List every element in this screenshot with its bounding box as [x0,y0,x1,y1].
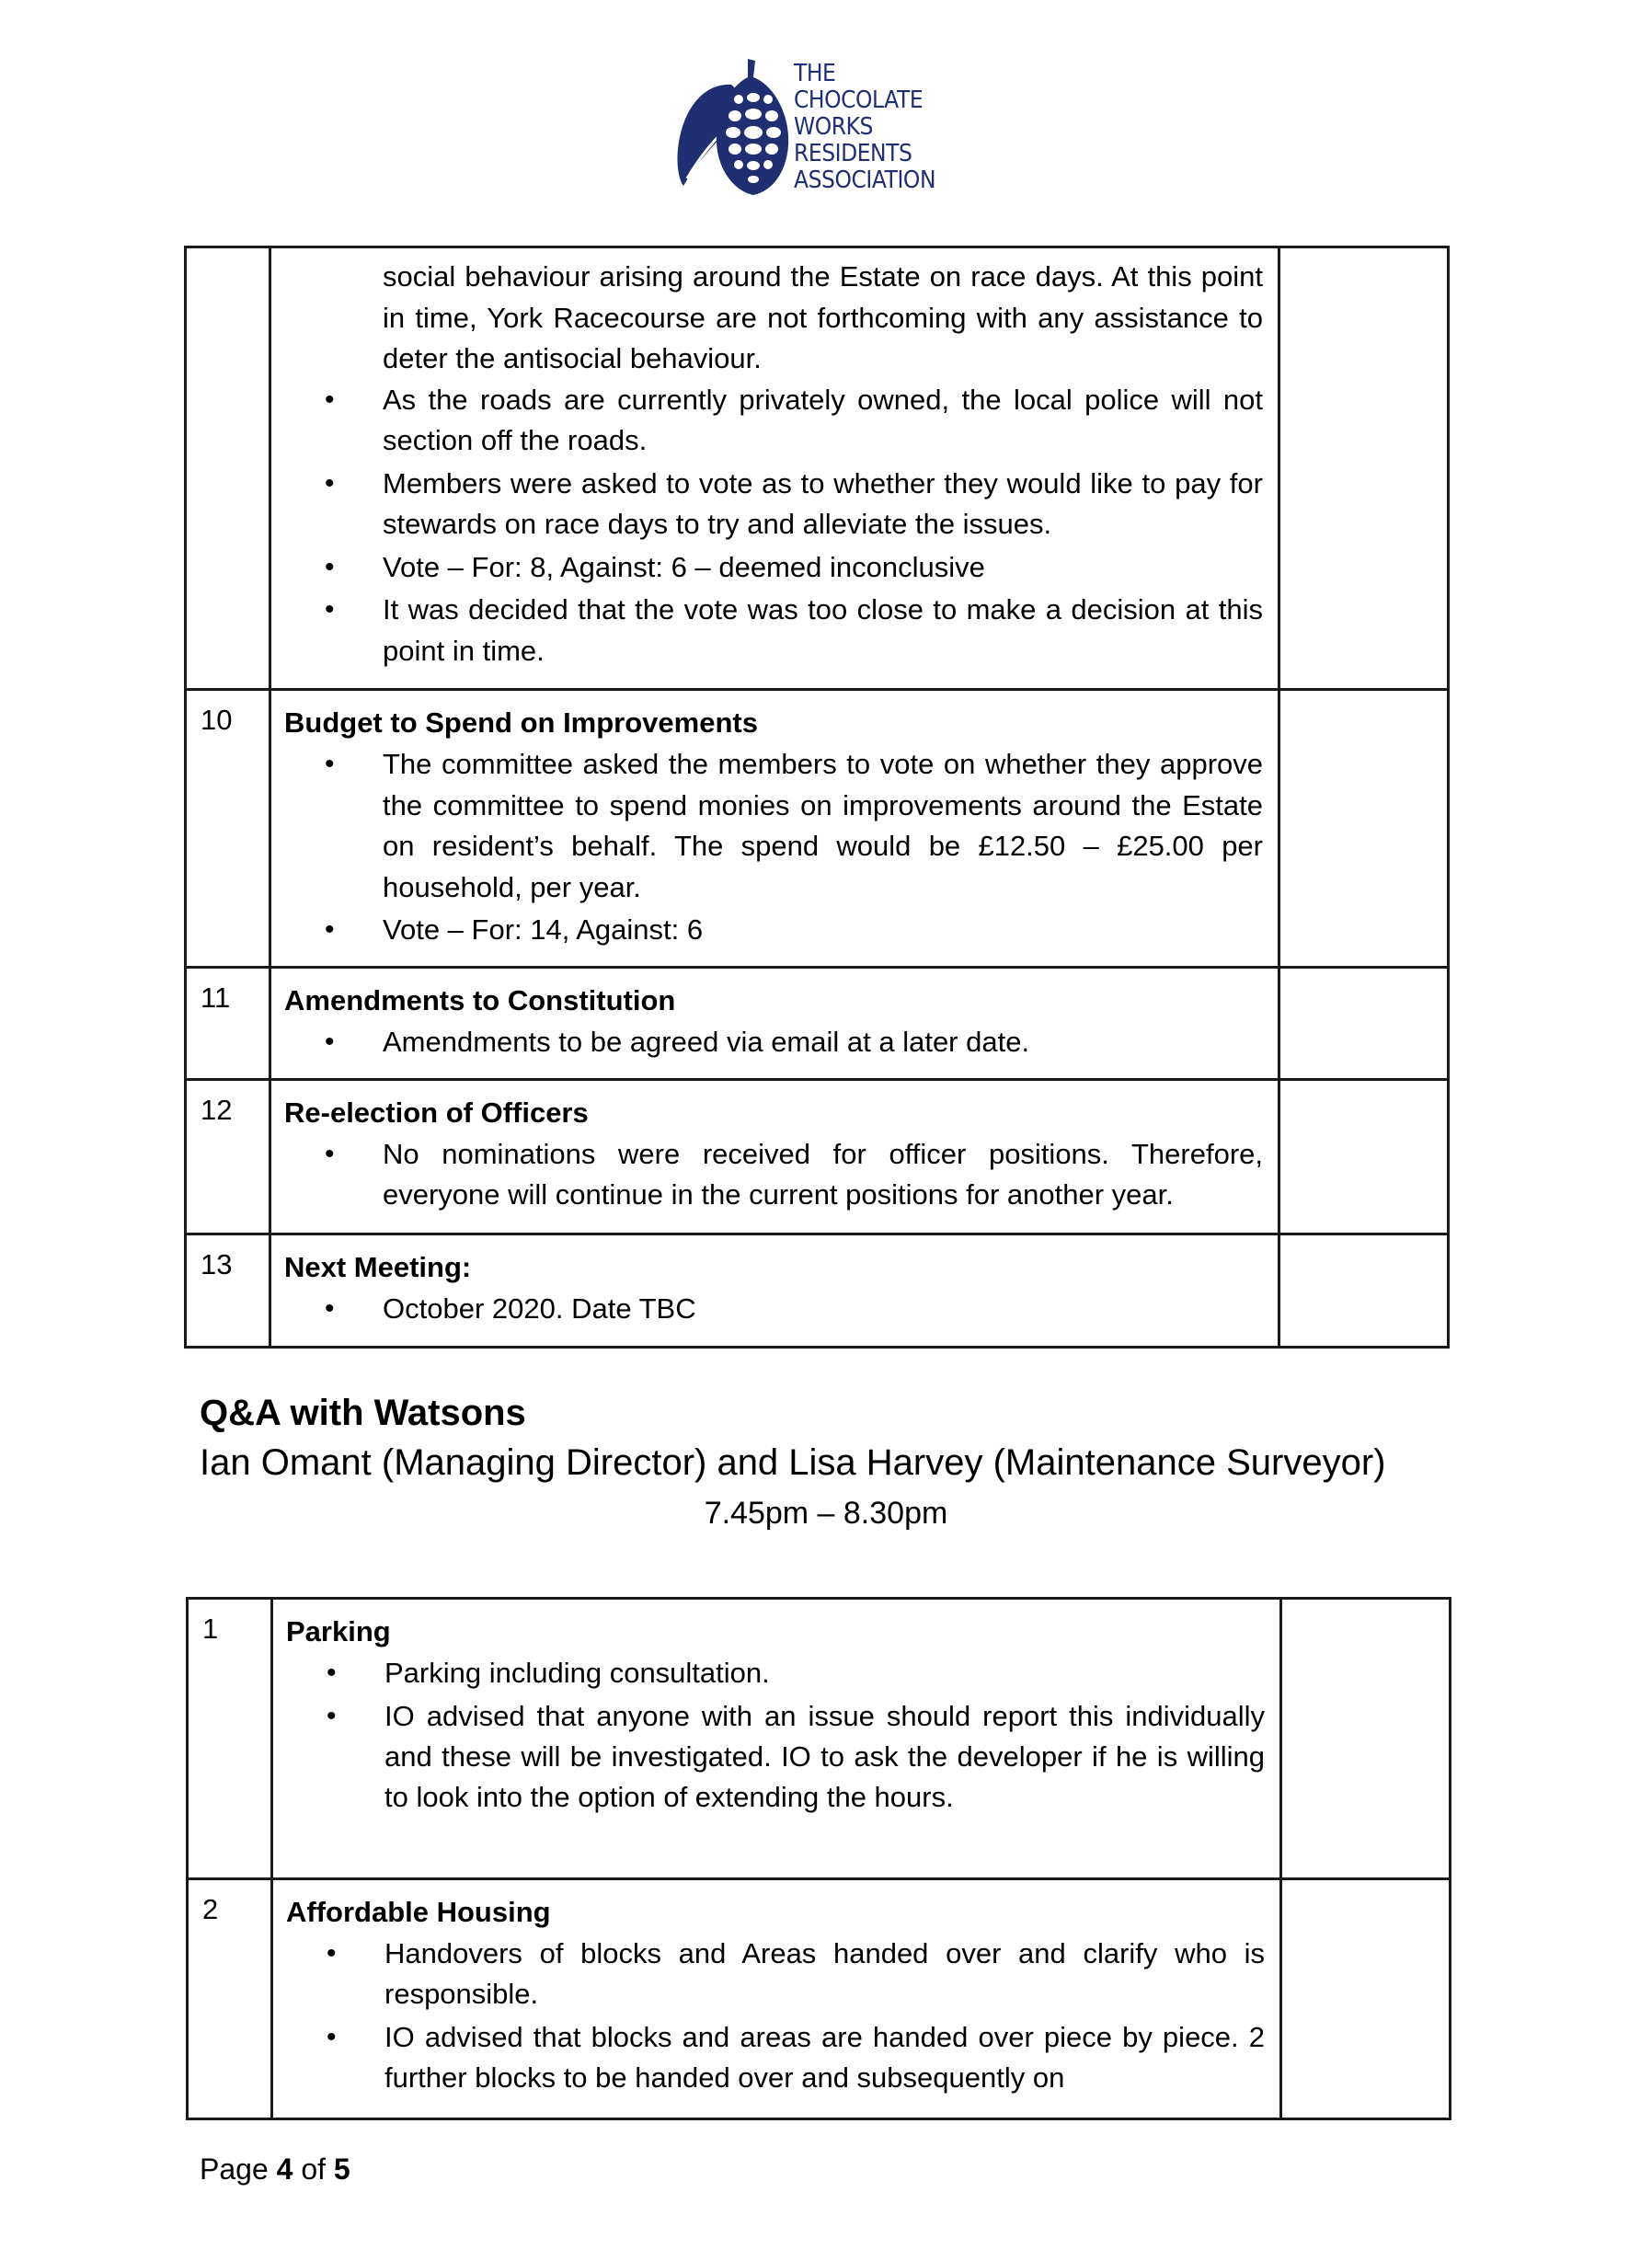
item-number: 10 [186,690,270,968]
item-number: 13 [186,1234,270,1347]
action-cell [1279,1079,1449,1234]
page-number [200,2152,350,2187]
logo-line: WORKS [794,113,873,141]
item-body [272,1879,1281,2119]
table-row [186,1079,1449,1234]
item-continuation-text: social behaviour arising around the Estate on race days. At this point in time, York Racecourse are not forthcoming with any assistance to deter the antisocial behaviour. [383,260,1263,374]
bullet-list [284,1022,1263,1063]
action-cell [1279,247,1449,690]
item-title: Parking [286,1615,391,1647]
bullet-item: • Parking including consultation. [286,1653,1265,1693]
bullet-item: • IO advised that blocks and areas are handed over piece by piece. 2 further blocks to be handed over and subsequently on [286,2017,1265,2098]
logo-wordmark [794,61,935,194]
logo-line: THE [794,60,836,87]
bullet-list [284,380,1263,672]
bullet-list [284,744,1263,951]
item-title: Next Meeting: [284,1250,472,1283]
page-total: 5 [333,2152,350,2186]
action-cell [1279,1234,1449,1347]
qa-section-time: 7.45pm – 8.30pm [704,1496,948,1531]
item-title: Amendments to Constitution [284,983,676,1016]
bullet-item: • As the roads are currently privately owned, the local police will not section off the roads. [284,380,1263,462]
bullet-list [286,1653,1265,1818]
bullet-item: • It was decided that the vote was too close to make a decision at this point in time. [284,590,1263,672]
logo-line: ASSOCIATION [794,166,936,194]
bullet-item: • The committee asked the members to vote on whether they approve the committee to spend monies on improvements around the Estate on resident’s behalf. The spend would be £12.50 – £25.00 per household, per year. [284,744,1263,908]
action-cell [1279,967,1449,1079]
table-row [186,690,1449,968]
qa-section-title: Q&A with Watsons [200,1393,526,1433]
bullet-item: • Members were asked to vote as to whether they would like to pay for stewards on race days to try and alleviate the issues. [284,464,1263,545]
item-number: 1 [188,1599,272,1879]
page-current: 4 [276,2152,293,2186]
item-number: 12 [186,1079,270,1234]
table-row [186,247,1449,690]
logo-line: RESIDENTS [794,140,912,167]
item-number: 2 [188,1879,272,2119]
table-row [186,967,1449,1079]
item-body [270,1234,1279,1347]
table-row [186,1234,1449,1347]
action-cell [1281,1879,1451,2119]
table-row [188,1599,1451,1879]
item-title: Budget to Spend on Improvements [284,706,758,739]
item-title: Re-election of Officers [284,1096,589,1129]
table-row [188,1879,1451,2119]
qa-section-subtitle: Ian Omant (Managing Director) and Lisa Harvey (Maintenance Surveyor) [200,1442,1386,1483]
item-body [272,1599,1281,1879]
bullet-item: • Vote – For: 14, Against: 6 [284,910,1263,951]
qa-table [186,1597,1451,2120]
item-body [270,967,1279,1079]
item-number [186,247,270,690]
bullet-item: • Amendments to be agreed via email at a later date. [284,1022,1263,1063]
cocoa-pod-icon [674,57,798,197]
agenda-table [184,246,1450,1349]
item-body [270,690,1279,968]
item-number: 11 [186,967,270,1079]
bullet-item: • No nominations were received for officer positions. Therefore, everyone will continue in the current positions for another year. [284,1134,1263,1216]
bullet-list [284,1134,1263,1216]
action-cell [1279,690,1449,968]
bullet-list [286,1934,1265,2098]
item-body [270,1079,1279,1234]
bullet-item: • Handovers of blocks and Areas handed over and clarify who is responsible. [286,1934,1265,2015]
item-title: Affordable Housing [286,1896,551,1928]
bullet-item: • IO advised that anyone with an issue should report this individually and these will be investigated. IO to ask the developer if he is willing to look into the option of extending the hours. [286,1696,1265,1818]
bullet-item: • Vote – For: 8, Against: 6 – deemed inconclusive [284,547,1263,589]
item-body [270,247,1279,690]
page-separator: of [293,2152,334,2186]
action-cell [1281,1599,1451,1879]
bullet-item: • October 2020. Date TBC [284,1289,1263,1330]
bullet-list [284,1289,1263,1330]
page-prefix: Page [200,2152,277,2186]
association-logo [674,57,987,197]
logo-line: CHOCOLATE [794,86,924,114]
